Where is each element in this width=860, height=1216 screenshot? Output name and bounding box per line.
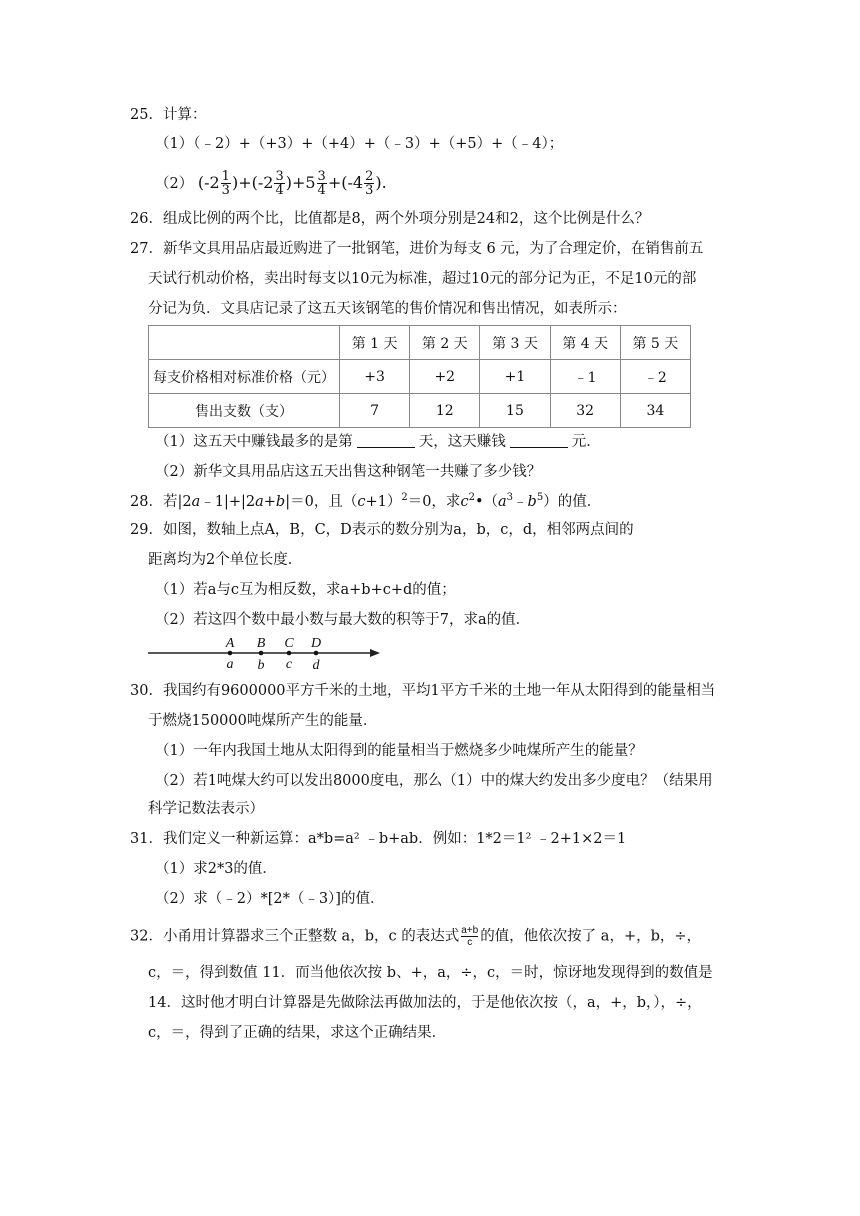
table-cell: 34	[620, 394, 690, 428]
arrow-head-icon	[370, 649, 380, 657]
point-label-lower: c	[285, 657, 293, 672]
fraction-numerator: a+b	[461, 925, 479, 936]
q30-part2-line2: 科学记数法表示）	[148, 801, 264, 817]
table-row	[149, 360, 691, 394]
table-cell: +1	[480, 360, 550, 394]
q30-part1: （1）一年内我国土地从太阳得到的能量相当于燃烧多少吨煤所产生的能量？	[155, 743, 643, 759]
q27-part1-text-c: 元．	[571, 434, 601, 450]
q32-line4: c，＝，得到了正确的结果，求这个正确结果．	[148, 1025, 447, 1041]
point-label-lower: d	[312, 658, 320, 673]
q27-price-table	[148, 325, 691, 428]
q27-line1: 27．新华文具用品店最近购进了一批钢笔，进价为每支 6 元，为了合理定价，在销售前五	[130, 241, 704, 257]
table-cell: +3	[340, 360, 410, 394]
q28-seg: ）的值．	[543, 494, 602, 510]
q32-line3: 14．这时他才明白计算器是先做除法再做加法的，于是他依次按（，a，+，b，），÷，	[148, 995, 702, 1011]
q30-line2: 于燃烧150000吨煤所产生的能量．	[148, 713, 378, 729]
point-label-lower: a	[226, 657, 234, 672]
q28-seg: 28．若|2	[130, 494, 192, 510]
table-cell: 7	[340, 394, 410, 428]
q25-part1: （1）（﹣2）+（+3）+（+4）+（﹣3）+（+5）+（﹣4）；	[155, 136, 564, 152]
point-label-upper: C	[284, 636, 294, 651]
q28-seg: +1）	[365, 494, 402, 510]
fraction-denominator: c	[467, 937, 473, 948]
table-header-row	[149, 326, 691, 360]
table-header-cell: 第 4 天	[550, 326, 620, 360]
q31-part2: （2）求（﹣2）*[2*（﹣3）]的值．	[155, 891, 385, 907]
q27-part1-text-b: 天，这天赚钱	[418, 434, 506, 450]
point-c-dot	[287, 651, 292, 656]
q28-text: 28．若|2a﹣1|+|2a+b|＝0，且$(c+1)^2=0$，求$c^2•(a^3﹣b^5)$的值．	[130, 492, 602, 510]
q29-line1: 29．如图，数轴上点A，B，C，D表示的数分别为a，b，c，d，相邻两点间的	[130, 522, 634, 538]
table-header-cell: 第 3 天	[480, 326, 550, 360]
q27-part1-text-a: （1）这五天中赚钱最多的是第	[155, 434, 353, 450]
q27-line3: 分记为负．文具店记录了这五天该钢笔的售价情况和售出情况，如表所示：	[148, 301, 627, 317]
q29-part2: （2）若这四个数中最小数与最大数的积等于7，求a的值．	[155, 612, 531, 628]
q30-part2-line1: （2）若1吨煤大约可以发出8000度电，那么（1）中的煤大约发出多少度电？（结果用	[155, 773, 713, 789]
answer-blank	[510, 433, 568, 448]
answer-blank	[357, 433, 415, 448]
q25-part2	[155, 170, 387, 197]
q27-line2: 天试行机动价格，卖出时每支以10元为标准，超过10元的部分记为正，不足10元的部	[148, 271, 697, 287]
q27-part1	[155, 432, 601, 452]
number-line-figure	[148, 632, 380, 674]
q28-seg: ＝0，求	[407, 494, 461, 510]
q31-intro: 31．我们定义一种新运算：a*b=a² ﹣b+ab．例如：1*2＝1² ﹣2+1×2＝1	[130, 831, 627, 847]
table-cell: 12	[410, 394, 480, 428]
q25-title: 25．计算：	[130, 107, 207, 123]
q29-line2: 距离均为2个单位长度．	[148, 552, 303, 568]
point-b-dot	[259, 651, 264, 656]
table-cell: 售出支数（支）	[149, 394, 340, 428]
table-header-cell: 第 1 天	[340, 326, 410, 360]
q31-part1: （1）求2*3的值．	[155, 861, 277, 877]
q25-part2-label: （2）	[155, 176, 194, 192]
point-label-upper: D	[310, 636, 322, 651]
q27-part2: （2）新华文具用品店这五天出售这种钢笔一共赚了多少钱？	[155, 464, 542, 480]
table-cell: 每支价格相对标准价格（元）	[149, 360, 340, 394]
table-row	[149, 394, 691, 428]
q26-text: 26．组成比例的两个比，比值都是8，两个外项分别是24和2，这个比例是什么？	[130, 211, 650, 227]
q32-line1	[130, 925, 701, 948]
table-cell: +2	[410, 360, 480, 394]
point-label-upper: B	[256, 636, 266, 651]
table-header-cell: 第 5 天	[620, 326, 690, 360]
q30-line1: 30．我国约有9600000平方千米的土地，平均1平方千米的土地一年从太阳得到的能量相当	[130, 683, 716, 699]
q32-fraction	[461, 925, 478, 948]
table-cell: ﹣1	[550, 360, 620, 394]
q28-seg: •（	[474, 494, 498, 510]
point-label-upper: A	[225, 636, 235, 651]
point-a-dot	[228, 651, 233, 656]
q25-part2-expression: (-2 $\frac{1}{3}$ )+(-2 $\frac{3}{4}$ )+5 $\frac{3}{4}$ +(-4 $\frac{2}{3}$ ).	[197, 169, 387, 198]
table-header-cell	[149, 326, 340, 360]
q32-line1-text-a: 32．小甬用计算器求三个正整数 a，b，c 的表达式	[130, 928, 460, 945]
q29-part1: （1）若a与c互为相反数，求a+b+c+d的值；	[155, 582, 456, 598]
q28-seg: ﹣1|+|2	[200, 494, 256, 510]
table-cell: 15	[480, 394, 550, 428]
table-header-cell: 第 2 天	[410, 326, 480, 360]
q32-line1-text-b: 的值，他依次按了 a，+，b，÷，	[480, 928, 702, 945]
q32-line2: c，＝，得到数值 11．而当他依次按 b、+，a，÷，c，＝时，惊讶地发现得到的数值是	[148, 965, 713, 981]
q28-seg: |＝0，且（	[285, 494, 358, 510]
q28-seg: ﹣	[513, 494, 528, 510]
table-cell: 32	[550, 394, 620, 428]
point-d-dot	[314, 651, 319, 656]
table-cell: ﹣2	[620, 360, 690, 394]
point-label-lower: b	[257, 658, 265, 673]
